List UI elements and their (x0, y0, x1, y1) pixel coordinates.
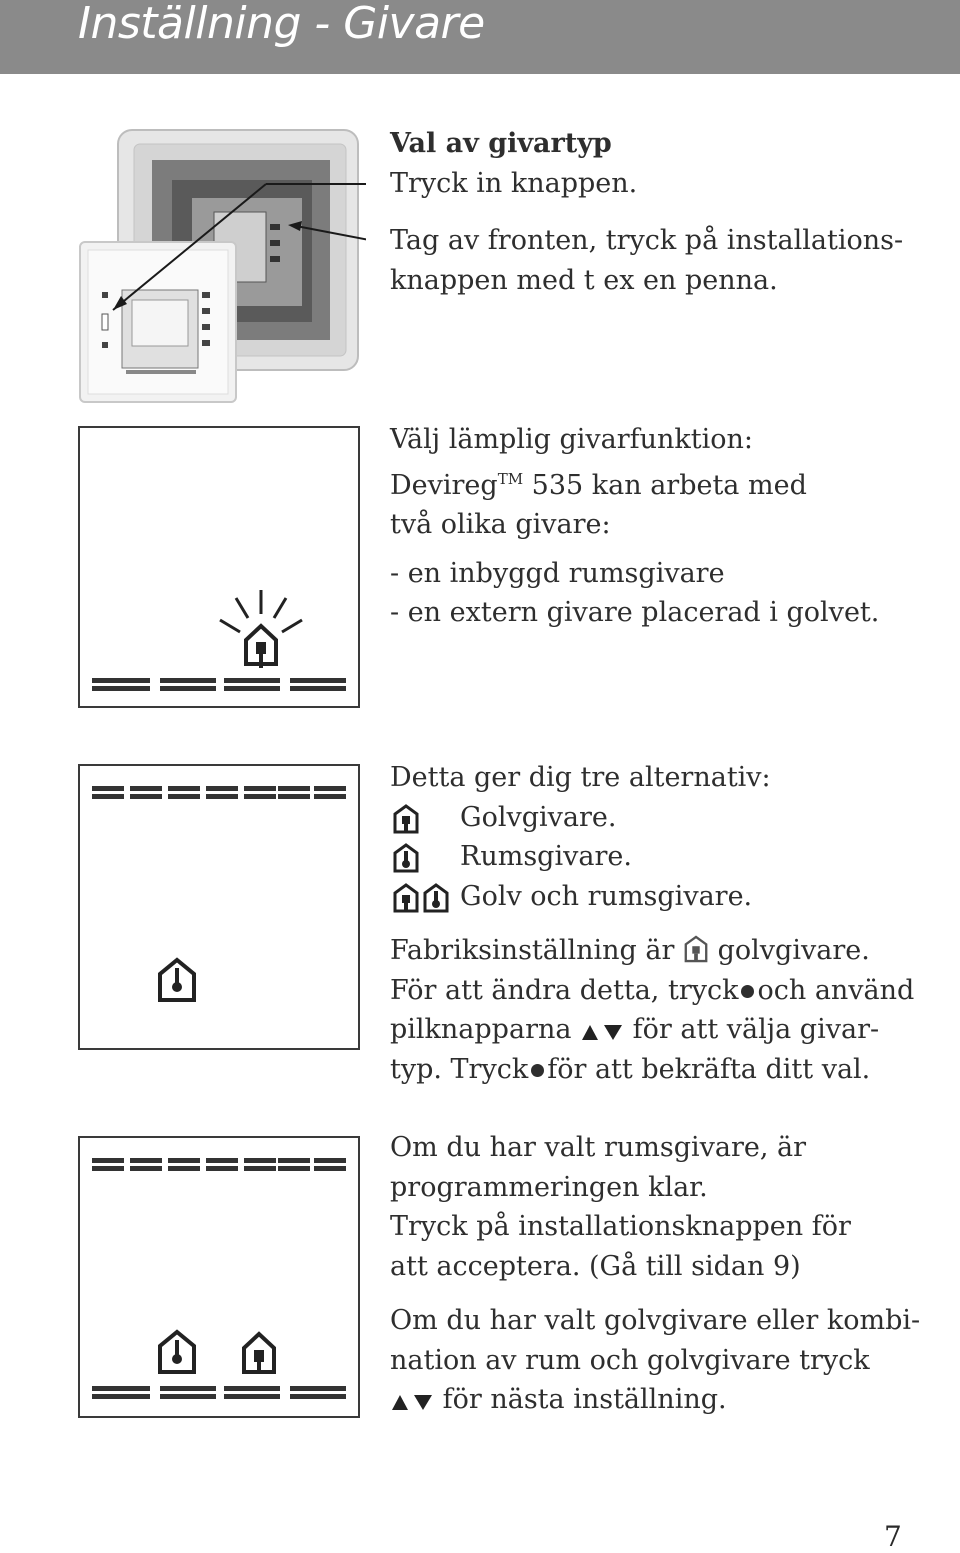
lcd-display-both-sensors (78, 1136, 360, 1418)
page-number: 7 (884, 1520, 902, 1553)
option-room-sensor: Rumsgivare. (390, 837, 914, 877)
text-line: programmeringen klar. (390, 1171, 708, 1203)
instruction-line: Tag av fronten, tryck på installations- (390, 225, 904, 256)
section-heading: Val av givartyp (390, 128, 612, 159)
room-sensor-icon (392, 843, 420, 873)
page-title: Inställning - Givare (78, 0, 485, 49)
select-dot-icon (741, 985, 754, 998)
instruction-line: knappen med t ex en penna. (390, 264, 778, 296)
floor-sensor-icon (246, 626, 276, 668)
option-floor-sensor: Golvgivare. (390, 798, 914, 838)
list-item: - en extern givare placerad i golvet. (390, 597, 880, 628)
up-down-arrows-icon (580, 1022, 624, 1042)
section-sensor-type-selection (390, 124, 903, 300)
select-dot-icon (531, 1064, 544, 1077)
floor-sensor-icon (392, 804, 420, 834)
text-line: Detta ger dig tre alternativ: (390, 762, 771, 793)
room-sensor-icon (160, 960, 194, 1000)
text-line: två olika givare: (390, 509, 611, 540)
up-down-arrows-icon (390, 1392, 434, 1412)
instruction-line: Tryck in knappen. (390, 167, 638, 199)
text-line: nation av rum och golvgivare tryck (390, 1344, 870, 1376)
text-line: Välj lämplig givarfunktion: (390, 424, 753, 455)
section-sensor-function (390, 420, 879, 633)
page-header (0, 0, 960, 74)
text-line: typ. Tryck för att bekräfta ditt val. (390, 1053, 871, 1085)
lcd-display-room-sensor (78, 764, 360, 1050)
text-line: För att ändra detta, tryck och använd (390, 974, 915, 1006)
floor-and-room-sensor-icon (392, 883, 452, 913)
list-item: - en inbyggd rumsgivare (390, 557, 725, 589)
text-line: pilknapparna för att välja givar- (390, 1014, 880, 1045)
section-sensor-options (390, 758, 914, 1089)
option-floor-and-room-sensor: Golv och rumsgivare. (390, 877, 914, 917)
text-line: Tryck på installationsknappen för (390, 1211, 851, 1242)
text-line: Om du har valt rumsgivare, är (390, 1132, 807, 1163)
floor-sensor-icon (683, 935, 709, 963)
text-line: Om du har valt golvgivare eller kombi- (390, 1305, 921, 1336)
section-completion (390, 1128, 920, 1420)
floor-sensor-icon (244, 1334, 274, 1374)
text-line: Fabriksinställning är golvgivare. (390, 935, 870, 966)
thermostat-device-illustration (76, 126, 366, 408)
text-line: Devireg™ 535 kan arbeta med (390, 469, 807, 501)
text-line: att acceptera. (Gå till sidan 9) (390, 1250, 801, 1282)
room-sensor-icon (160, 1332, 194, 1372)
lcd-display-sensor-blinking (78, 426, 360, 708)
text-line: för nästa inställning. (390, 1380, 920, 1420)
